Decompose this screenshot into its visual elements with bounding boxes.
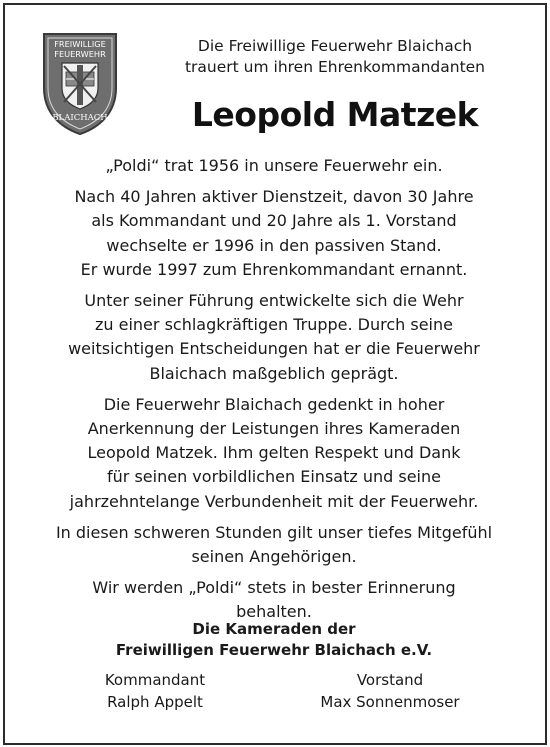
commander-title: Kommandant bbox=[104, 671, 206, 689]
chairman-title: Vorstand bbox=[356, 671, 424, 689]
text-line: behalten. bbox=[236, 602, 312, 622]
deceased-name: Leopold Matzek bbox=[191, 95, 479, 134]
commander-name: Ralph Appelt bbox=[107, 693, 203, 711]
text-line: seinen Angehörigen. bbox=[191, 547, 357, 567]
intro-line-1: Die Freiwillige Feuerwehr Blaichach bbox=[197, 37, 473, 55]
chairman-signature bbox=[290, 669, 490, 713]
signature-line-2: Freiwilligen Feuerwehr Blaichach e.V. bbox=[115, 641, 433, 659]
text-line: Blaichach maßgeblich geprägt. bbox=[149, 363, 399, 383]
text-line: Leopold Matzek. Ihm gelten Respekt und Dank bbox=[87, 443, 461, 463]
text-line: weitsichtigen Entscheidungen hat er die Feuerwehr bbox=[68, 339, 480, 359]
text-line: „Poldi“ trat 1956 in unsere Feuerwehr ein. bbox=[105, 156, 443, 175]
signature-line-1: Die Kameraden der bbox=[192, 620, 356, 638]
crest-text-bottom: BLAICHACH bbox=[52, 113, 108, 123]
fire-brigade-crest bbox=[40, 30, 120, 136]
paragraph-5 bbox=[8, 521, 540, 569]
crest-text-top-2: FEUERWEHR bbox=[54, 49, 106, 59]
text-line: Anerkennung der Leistungen ihres Kameraden bbox=[87, 419, 461, 439]
text-line: als Kommandant und 20 Jahre als 1. Vorstand bbox=[91, 211, 457, 231]
text-line: wechselte er 1996 in den passiven Stand. bbox=[106, 235, 442, 255]
intro-line-2: trauert um ihren Ehrenkommandanten bbox=[184, 58, 486, 76]
chairman-name: Max Sonnenmoser bbox=[320, 693, 460, 711]
text-line: Nach 40 Jahren aktiver Dienstzeit, davon 30 Jahre bbox=[74, 187, 474, 207]
text-line: Die Feuerwehr Blaichach gedenkt in hoher bbox=[103, 394, 445, 414]
text-line: Unter seiner Führung entwickelte sich die Wehr bbox=[84, 291, 464, 311]
signature-block bbox=[8, 619, 540, 661]
text-line: Wir werden „Poldi“ stets in bester Erinnerung bbox=[92, 578, 456, 598]
paragraph-2 bbox=[8, 185, 540, 282]
text-line: Er wurde 1997 zum Ehrenkommandant ernannt. bbox=[80, 259, 468, 279]
paragraph-4 bbox=[8, 393, 540, 514]
text-line: jahrzehntelange Verbundenheit mit der Feuerwehr. bbox=[69, 491, 479, 511]
paragraph-6 bbox=[8, 576, 540, 624]
crest-text-top-1: FREIWILLIGE bbox=[54, 39, 106, 49]
commander-signature bbox=[55, 669, 255, 713]
text-line: In diesen schweren Stunden gilt unser tiefes Mitgefühl bbox=[55, 522, 493, 542]
paragraph-1 bbox=[8, 154, 540, 178]
obituary-body bbox=[8, 154, 540, 632]
intro-text bbox=[130, 36, 540, 78]
crest-shield-icon bbox=[62, 63, 98, 109]
paragraph-3 bbox=[8, 289, 540, 386]
text-line: zu einer schlagkräftigen Truppe. Durch seine bbox=[95, 315, 453, 335]
text-line: für seinen vorbildlichen Einsatz und seine bbox=[107, 467, 441, 487]
